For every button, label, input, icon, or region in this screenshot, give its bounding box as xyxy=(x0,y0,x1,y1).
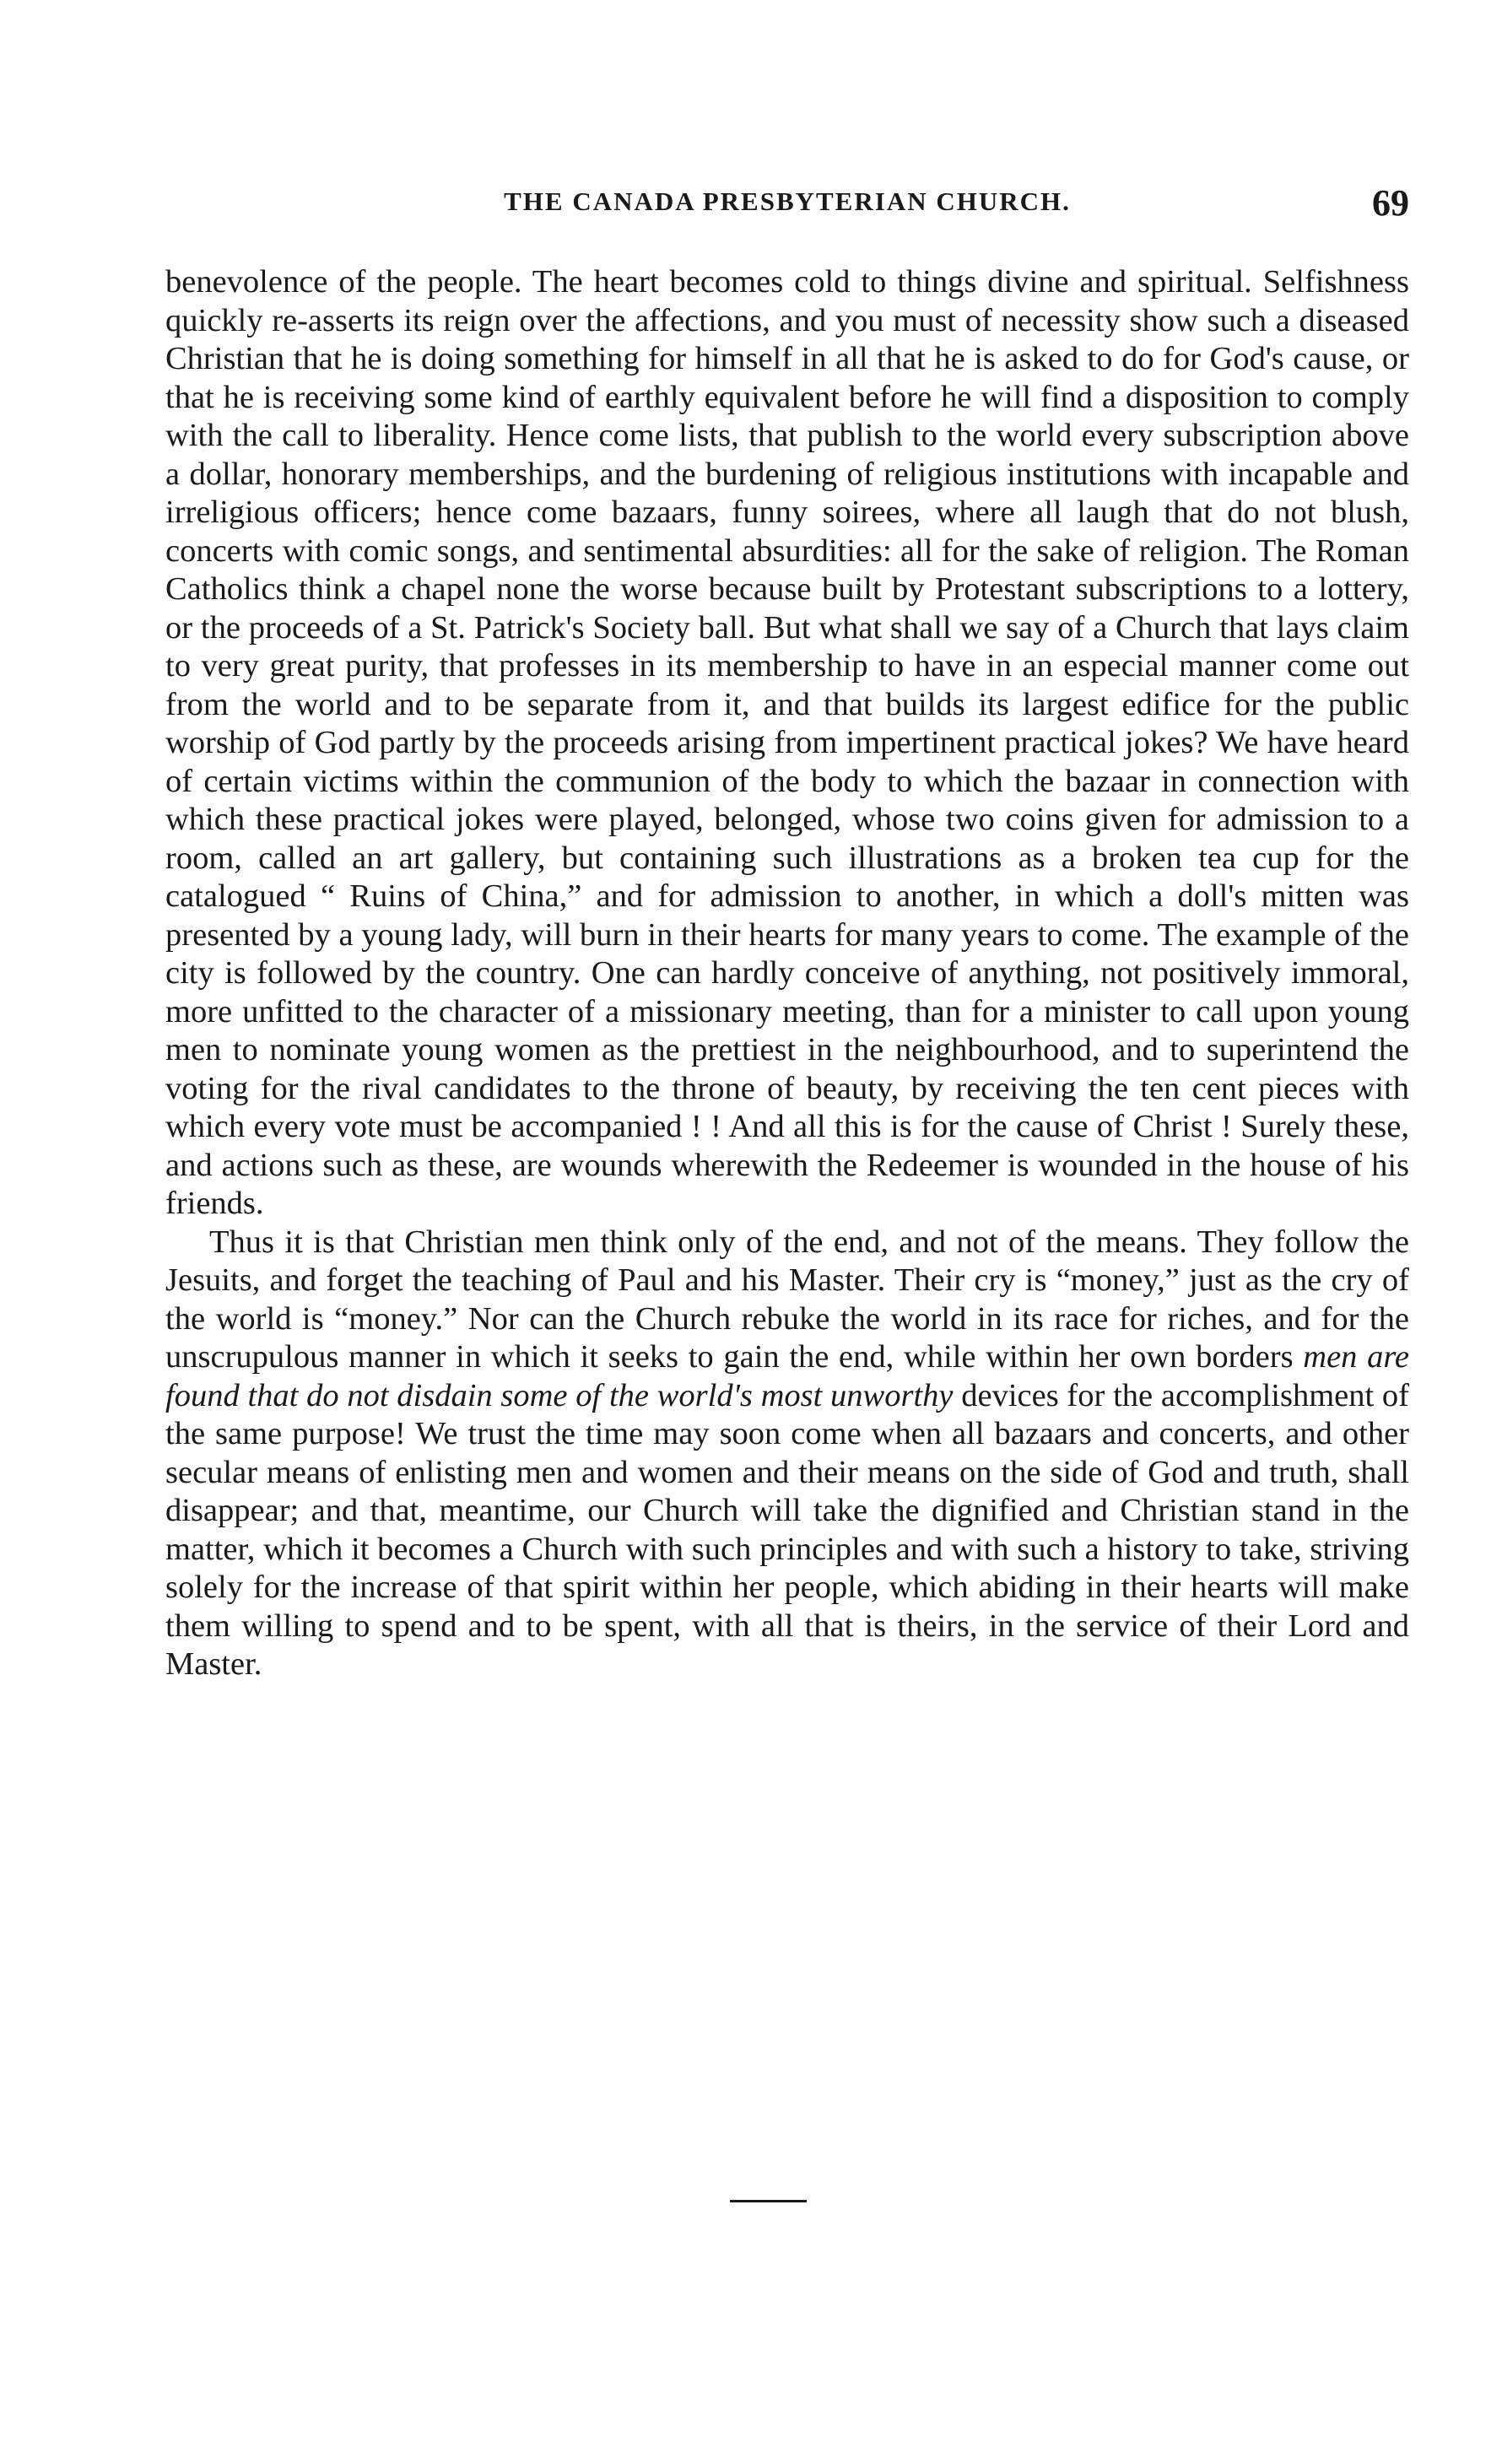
paragraph-2-text-b: devices for the accomplishment of the same purpose! We trust the time may soon come when all bazaars and concerts, and other secular means of enlisting men and women and their means on the side of God and truth, shall disappear; and that, meantime, our Church will take the dignified and Christian stand in the matter, which it becomes a Church with such principles and with such a history to take, striving solely for the increase of that spirit within her people, which abiding in their hearts will make them willing to spend and to be spent, with all that is theirs, in the service of their Lord and Master. xyxy=(165,1377,1409,1682)
paragraph-2 xyxy=(165,1224,1409,1684)
section-end-rule xyxy=(730,2200,807,2202)
page-header xyxy=(165,181,1409,224)
body-text xyxy=(165,263,1409,1684)
paragraph-1: benevolence of the people. The heart becomes cold to things divine and spiritual. Selfishness quickly re-asserts its reign over the affections, and you must of necessity show such a diseased Christian that he is doing something for himself in all that he is asked to do for God's cause, or that he is receiving some kind of earthly equivalent before he will find a disposition to comply with the call to liberality. Hence come lists, that publish to the world every subscription above a dollar, honorary memberships, and the burdening of religious institutions with incapable and irreligious officers; hence come bazaars, funny soirees, where all laugh that do not blush, concerts with comic songs, and sentimental absurdities: all for the sake of religion. The Roman Catholics think a chapel none the worse because built by Protestant subscriptions to a lottery, or the proceeds of a St. Patrick's Society ball. But what shall we say of a Church that lays claim to very great purity, that professes in its membership to have in an especial manner come out from the world and to be separate from it, and that builds its largest edifice for the public worship of God partly by the proceeds arising from impertinent practical jokes? We have heard of certain victims within the communion of the body to which the bazaar in connection with which these practical jokes were played, belonged, whose two coins given for admission to a room, called an art gallery, but containing such illustrations as a broken tea cup for the catalogued “ Ruins of China,” and for admission to another, in which a doll's mitten was presented by a young lady, will burn in their hearts for many years to come. The example of the city is followed by the country. One can hardly conceive of anything, not positively immoral, more unfitted to the character of a missionary meeting, than for a minister to call upon young men to nominate young women as the prettiest in the neighbourhood, and to superintend the voting for the rival candidates to the throne of beauty, by receiving the ten cent pieces with which every vote must be accompanied ! ! And all this is for the cause of Christ ! Surely these, and actions such as these, are wounds wherewith the Redeemer is wounded in the house of his friends. xyxy=(165,264,1409,1221)
running-head: THE CANADA PRESBYTERIAN CHURCH. xyxy=(504,186,1071,216)
page-number: 69 xyxy=(1372,182,1409,224)
paragraph-2-italic: men are found that do not disdain some of the world's most unworthy xyxy=(165,1339,1409,1413)
paragraph-2-text-a: Thus it is that Christian men think only of the end, and not of the means. They follow the Jesuits, and forget the teaching of Paul and his Master. Their cry is “money,” just as the cry of the world is “money.” Nor can the Church rebuke the world in its race for riches, and for the unscrupulous manner in which it seeks to gain the end, while within her own borders xyxy=(165,1224,1409,1375)
